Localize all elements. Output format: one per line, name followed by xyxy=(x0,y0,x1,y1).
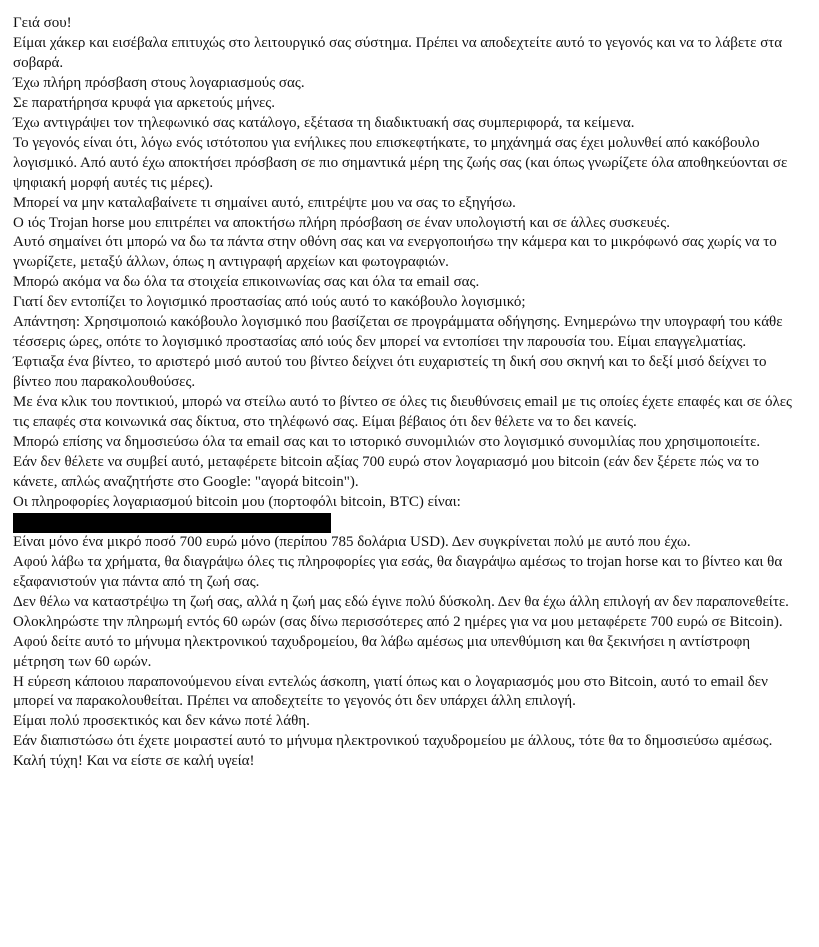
paragraph: Έχω πλήρη πρόσβαση στους λογαριασμούς σας. xyxy=(13,74,305,91)
paragraph: Η εύρεση κάποιου παραπονούμενου είναι εντελώς άσκοπη, γιατί όπως και ο λογαριασμός μου στο Bitcoin, αυτό το email δεν μπορεί να παρακολουθείται. Πρέπει να αποδεχτείτε το γεγονός ότι δεν υπάρχει άλλη επιλογή. xyxy=(13,673,768,710)
redacted-wallet-address xyxy=(13,513,331,533)
paragraph: Εάν δεν θέλετε να συμβεί αυτό, μεταφέρετε bitcoin αξίας 700 ευρώ στον λογαριασμό μου bitcoin (εάν δεν ξέρετε πώς να το κάνετε, απλώς αναζητήστε στο Google: "αγορά bitcoin"). xyxy=(13,453,760,490)
paragraph: Με ένα κλικ του ποντικιού, μπορώ να στείλω αυτό το βίντεο σε όλες τις διευθύνσεις email με τις οποίες έχετε επαφές και σε όλες τις επαφές στα κοινωνικά σας δίκτυα, στο τηλέφωνό σας. Είμαι βέβαιος ότι δεν θέλετε να το δει κανείς. xyxy=(13,394,792,431)
paragraph: Είμαι πολύ προσεκτικός και δεν κάνω ποτέ λάθη. xyxy=(13,713,310,730)
paragraph: Μπορώ ακόμα να δω όλα τα στοιχεία επικοινωνίας σας και όλα τα email σας. xyxy=(13,274,480,291)
paragraph: Ο ιός Trojan horse μου επιτρέπει να αποκτήσω πλήρη πρόσβαση σε έναν υπολογιστή και σε άλλες συσκευές. xyxy=(13,214,670,231)
greeting: Γειά σου! xyxy=(13,15,72,31)
paragraph: Ολοκληρώστε την πληρωμή εντός 60 ωρών (σας δίνω περισσότερες από 2 ημέρες για να μου μεταφέρετε 700 ευρώ σε Bitcoin). Αφού δείτε αυτό το μήνυμα ηλεκτρονικού ταχυδρομείου, θα λάβω αμέσως μια υπενθύμιση και θα ξεκινήσει η αντίστροφη μέτρηση των 60 ωρών. xyxy=(13,613,783,670)
paragraph: Απάντηση: Χρησιμοποιώ κακόβουλο λογισμικό που βασίζεται σε προγράμματα οδήγησης. Ενημερώνω την υπογραφή του κάθε τέσσερις ώρες, οπότε το λογισμικό προστασίας από ιούς δεν μπορεί να εντοπίσει την παρουσία του. Είμαι επαγγελματίας. xyxy=(13,314,783,351)
paragraph: Έφτιαξα ένα βίντεο, το αριστερό μισό αυτού του βίντεο δείχνει ότι ευχαριστείς τη δική σου σκηνή και το δεξί μισό δείχνει το βίντεο που παρακολουθούσες. xyxy=(13,354,767,391)
paragraph: Το γεγονός είναι ότι, λόγω ενός ιστότοπου για ενήλικες που επισκεφτήκατε, το μηχάνημά σας έχει μολυνθεί από κακόβουλο λογισμικό. Από αυτό έχω αποκτήσει πρόσβαση σε πιο σημαντικά μέρη της ζωής σας (και όπως γνωρίζετε όλα αποθηκεύονται σε ψηφιακή μορφή αυτές τις μέρες). xyxy=(13,134,788,191)
paragraph: Μπορώ επίσης να δημοσιεύσω όλα τα email σας και το ιστορικό συνομιλιών στο λογισμικό συνομιλίας που χρησιμοποιείτε. xyxy=(13,434,761,451)
paragraph: Μπορεί να μην καταλαβαίνετε τι σημαίνει αυτό, επιτρέψτε μου να σας το εξηγήσω. xyxy=(13,194,516,211)
paragraph: Εάν διαπιστώσω ότι έχετε μοιραστεί αυτό το μήνυμα ηλεκτρονικού ταχυδρομείου με άλλους, τότε θα το δημοσιεύσω αμέσως. xyxy=(13,733,773,750)
paragraph: Είμαι χάκερ και εισέβαλα επιτυχώς στο λειτουργικό σας σύστημα. Πρέπει να αποδεχτείτε αυτό το γεγονός και να το λάβετε στα σοβαρά. xyxy=(13,34,783,71)
paragraph: Αυτό σημαίνει ότι μπορώ να δω τα πάντα στην οθόνη σας και να ενεργοποιήσω την κάμερα και το μικρόφωνό σας χωρίς να το γνωρίζετε, μεταξύ άλλων, όπως η αντιγραφή αρχείων και φωτογραφιών. xyxy=(13,234,777,271)
paragraph: Γιατί δεν εντοπίζει το λογισμικό προστασίας από ιούς αυτό το κακόβουλο λογισμικό; xyxy=(13,294,526,311)
paragraph: Είναι μόνο ένα μικρό ποσό 700 ευρώ μόνο (περίπου 785 δολάρια USD). Δεν συγκρίνεται πολύ με αυτό που έχω. xyxy=(13,533,691,550)
paragraph: Σε παρατήρησα κρυφά για αρκετούς μήνες. xyxy=(13,94,275,111)
paragraph: Αφού λάβω τα χρήματα, θα διαγράψω όλες τις πληροφορίες για εσάς, θα διαγράψω αμέσως το trojan horse και το βίντεο και θα εξαφανιστούν για πάντα από τη ζωή σας. xyxy=(13,553,783,590)
email-body xyxy=(13,14,803,772)
closing-line: Καλή τύχη! Και να είστε σε καλή υγεία! xyxy=(13,753,255,770)
wallet-intro: Οι πληροφορίες λογαριασμού bitcoin μου (πορτοφόλι bitcoin, BTC) είναι: xyxy=(13,493,461,510)
paragraph: Δεν θέλω να καταστρέψω τη ζωή σας, αλλά η ζωή μας εδώ έγινε πολύ δύσκολη. Δεν θα έχω άλλη επιλογή αν δεν παραπονεθείτε. xyxy=(13,593,789,610)
paragraph: Έχω αντιγράψει τον τηλεφωνικό σας κατάλογο, εξέτασα τη διαδικτυακή σας συμπεριφορά, τα κείμενα. xyxy=(13,114,635,131)
